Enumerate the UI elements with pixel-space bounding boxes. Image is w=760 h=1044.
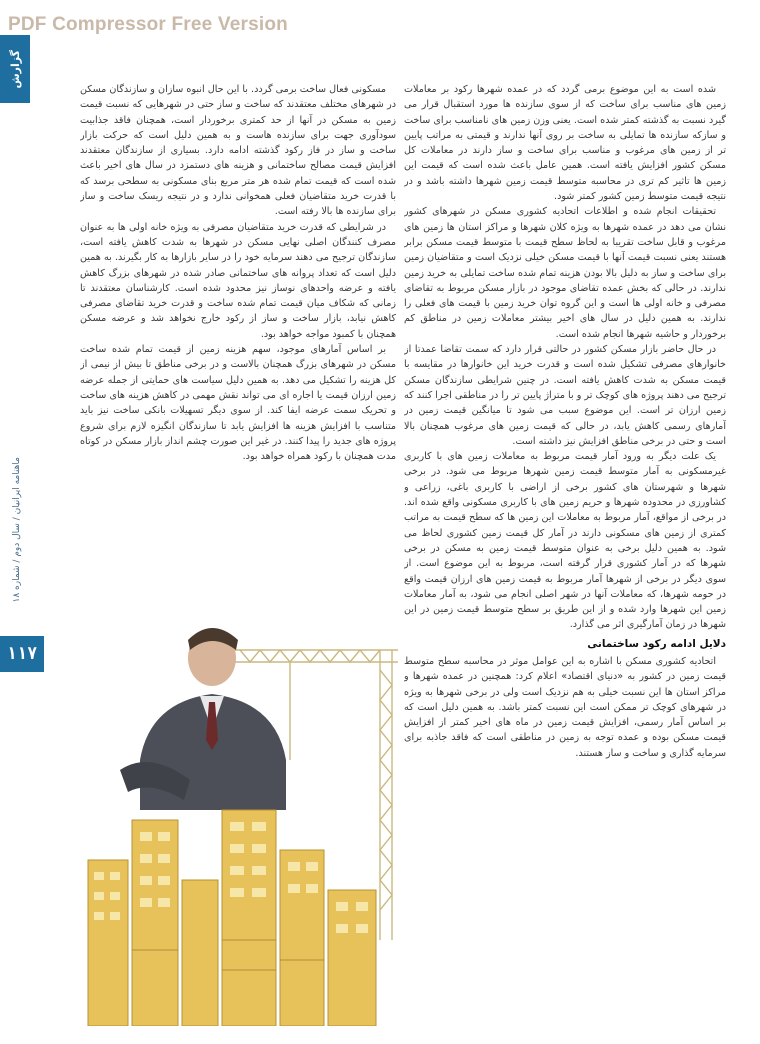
- article-paragraph: بر اساس آمارهای موجود، سهم هزینه زمین از قیمت تمام شده ساخت مسکن در شهرهای بزرگ همچنان بالاست و در برخی مناطق تا بیش از نیمی از کل هزینه را تشکیل می دهد. به همین دلیل سیاست های حمایتی از جمله عرضه زمین ارزان قیمت یا اجاره ای می تواند نقش مهمی در کاهش هزینه های ساخت و تحریک سمت عرضه ایفا کند. از سوی دیگر تسهیلات بانکی ساخت نیز باید متناسب با افزایش هزینه ها افزایش یابد تا سازندگان انگیزه لازم برای شروع پروژه های جدید را پیدا کنند. در غیر این صورت چشم انداز بازار مسکن در کوتاه مدت همچنان با رکود همراه خواهد بود.: [80, 344, 396, 463]
- page-number: ۱۱۷: [0, 636, 44, 672]
- article-paragraph: تحقیقات انجام شده و اطلاعات اتحادیه کشوری مسکن در شهرهای کشور نشان می دهد در عمده شهرها به ویژه کلان شهرها و مراکز استان ها زمین های مرغوب و قابل ساخت تقریبا به لحاظ سطح قیمت با متوسط قیمت مسکن برابر هستند یعنی نسبت قیمت آنها با قیمت مسکن خیلی نزدیک است و متقاضیان زمین برای ساخت و ساز به دلیل بالا بودن هزینه تمام شده ساخت تمایلی به خرید زمین ندارند. در حالی که بخش عمده تقاضای موجود در بازار مسکن مربوط به تقاضای مصرفی و خانه اولی ها است و این گروه توان خرید زمین با قیمت های فعلی را ندارند. به همین دلیل در سال های اخیر بیشتر معاملات زمین در مناطق کم برخوردار و حاشیه شهرها انجام شده است.: [404, 206, 726, 340]
- section-heading: دلایل ادامه رکود ساختمانی: [587, 637, 726, 650]
- article-paragraph: در حال حاضر بازار مسکن کشور در حالتی قرار دارد که سمت تقاضا عمدتا از خانوارهای مصرفی تشکیل شده است و قدرت خرید این خانوارها در مقایسه با قیمت مسکن به شدت کاهش یافته است. در چنین شرایطی سازندگان مسکن ترجیح می دهند پروژه های کوچک تر و با متراژ پایین تر را در مناطقی اجرا کنند که زمین ارزان تر است. این موضوع سبب می شود تا میانگین قیمت زمین در آمارهای رسمی کاهش یابد، در حالی که قیمت زمین های مرغوب همچنان بالا است و حتی در برخی مناطق افزایش نیز داشته است.: [404, 344, 726, 447]
- buildings-graphic: [88, 810, 376, 1026]
- businessman-figure: [120, 628, 286, 810]
- article-column-left: [80, 82, 396, 610]
- article-paragraph: در شرایطی که قدرت خرید متقاضیان مصرفی به ویژه خانه اولی ها به عنوان مصرف کنندگان اصلی نهایی مسکن در شهرها به شدت کاهش یافته است، سازندگان ترجیح می دهند سرمایه خود را در سایر بازارها به کار بگیرند. به همین دلیل است که تعداد پروانه های ساختمانی صادر شده در شهرهای بزرگ کاهش یافته و عرضه واحدهای نوساز نیز محدود شده است. کارشناسان معتقدند تا زمانی که شکاف میان قیمت تمام شده ساخت و قدرت خرید تقاضای مصرفی کاهش نیابد، بازار ساخت و ساز از رکود خارج نخواهد شد و عرضه مسکن همچنان با کمبود مواجه خواهد بود.: [80, 221, 396, 340]
- article-paragraph: شده است به این موضوع برمی گردد که در عمده شهرها رکود بر معاملات زمین های مناسب برای ساخت که از سوی سازنده ها مورد استقبال قرار می گیرد نسبت به گذشته کمتر شده است. یعنی وزن زمین های نامناسب برای ساخت و سازکه سازنده ها تمایلی به ساخت بر روی آنها ندارند و قیمتی به مراتب پایین تر از زمین های مرغوب و مناسب برای ساخت و ساز دارند در معاملات کل مسکن کشور افزایش یافته است. همین عامل باعث شده است که قیمت این زمین ها تاثیر کم تری در محاسبه متوسط قیمت زمین شهرها داشته باشد و در نتیجه قیمت متوسط زمین کشور کمتر شود.: [404, 84, 726, 203]
- article-column-right: [404, 82, 726, 1024]
- section-tab-label: گزارش: [8, 49, 22, 89]
- article-paragraph: یک علت دیگر به ورود آمار قیمت مربوط به معاملات زمین های با کاربری غیرمسکونی به آمار متوسط قیمت زمین شهرها مربوط می شود. در برخی شهرها و شهرستان های کشور برخی از اراضی با کاربری باغی، زراعی و کشاورزی در محدوده شهرها و حریم زمین های با کاربری مسکونی واقع شده اند. در برخی از مواقع، آمار مربوط به معاملات این زمین ها که سطح قیمت به مراتب کمتری از زمین های مسکونی دارند در آمار کل قیمت زمین کشوری لحاظ می شود. به همین دلیل برخی به عنوان متوسط قیمت زمین به مسکن در برخی شهرها که در آمار کشوری قرار گرفته است، مربوط به این موضوع است. از سوی دیگر در برخی از شهرها آمار مربوط به قیمت زمین های ارزان قیمت واقع در حومه شهرها، که معاملات آنها در شهر اصلی انجام می شود، به آمار معاملات زمین این شهرها وارد شده و از این طریق بر سطح متوسط قیمت زمین در این شهرها در زمان آمارگیری اثر می گذارد.: [404, 451, 726, 631]
- construction-illustration: [80, 610, 398, 1026]
- magazine-side-strip: [10, 440, 24, 620]
- section-tab: [0, 35, 30, 103]
- article-paragraph: اتحادیه کشوری مسکن با اشاره به این عوامل موثر در محاسبه سطح متوسط قیمت زمین در کشور به «دنیای اقتصاد» اعلام کرد: همچنین در عمده شهرها و مراکز استان ها این نسبت خیلی به هم نزدیک است ولی در برخی شهرها به ویژه در شهرهای کوچک تر ممکن است این نسبت کمتر باشد. به همین دلیل است که بر اساس آمار رسمی، افزایش قیمت زمین در ماه های اخیر کمتر از افزایش قیمت مسکن بوده و عمده توجه به زمین در مناطقی است که فاقد جاذبه برای سرمایه گذاری و ساخت و ساز هستند.: [404, 655, 726, 759]
- pdf-watermark: PDF Compressor Free Version: [8, 14, 288, 35]
- magazine-issue-label: ماهنامه ایرانیان / سال دوم / شماره ۱۸: [12, 457, 22, 603]
- article-paragraph: مسکونی فعال ساخت برمی گردد. با این حال انبوه سازان و سازندگان مسکن در شهرهای مختلف معتقدند که ساخت و ساز حتی در شهرهایی که نسبت قیمت زمین به مسکن در آنها از حد کمتری برخوردار است، همچنان فاقد جذابیت سودآوری جهت برای سازنده هاست و به همین دلیل است که حرکت بازار ساخت و ساز در فاز رکود گذشته ادامه دارد. بسیاری از سازندگان معتقدند افزایش قیمت مصالح ساختمانی و هزینه های دستمزد در سال های اخیر باعث شده است که قیمت تمام شده هر متر مربع بنای مسکونی به سطحی برسد که با قدرت خرید متقاضیان فعلی همخوانی ندارد و در نتیجه ریسک ساخت و ساز برای سازنده ها بالا رفته است.: [80, 84, 396, 218]
